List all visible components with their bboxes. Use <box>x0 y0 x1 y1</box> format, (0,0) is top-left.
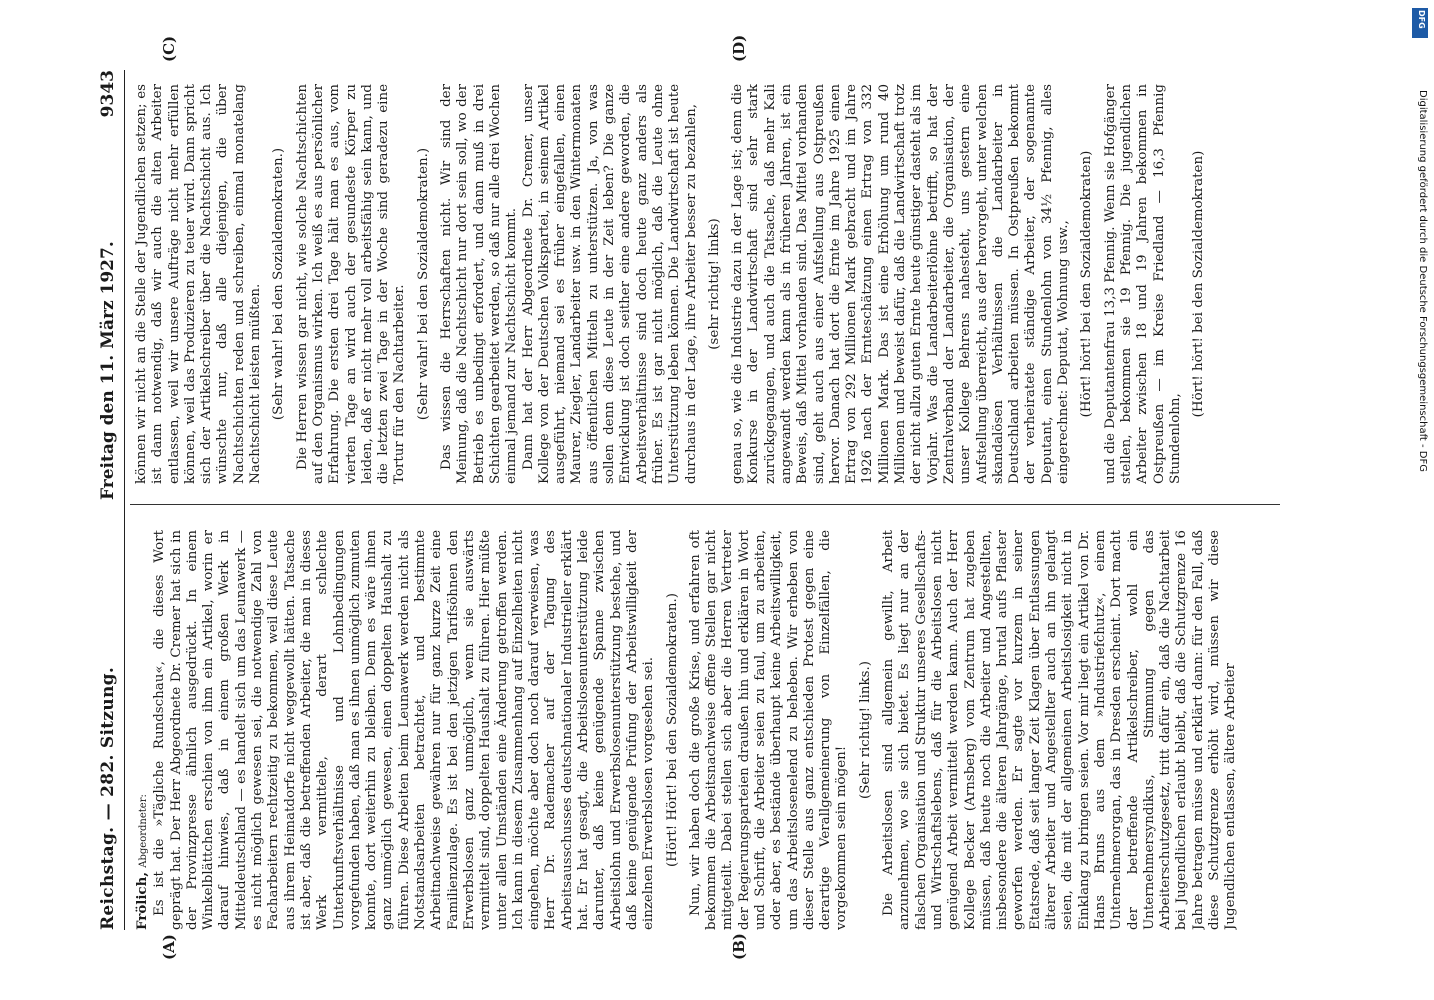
header-session: Reichstag. — 282. Sitzung. <box>98 666 118 930</box>
paragraph: genau so, wie die Industrie dazu in der Lage ist; denn die Konkurse in der Landwirtschaft sind sehr stark zurückgegangen, und auch die Tatsache, daß mehr Kali angewandt werden kann als in früheren Jahren, ist ein Beweis, daß Mittel vorhanden sind. Das Mittel vorhanden sind, geht auch aus einer Aufstellung aus Ostpreußen hervor. Danach hat dort die Ernte im Jahre 1925 einen Ertrag von 292 Millionen Mark gebracht und im Jahre 1926 nach der Ernteschätzung einen Ertrag von 332 Millionen Mark. Das ist eine Erhöhung um rund 40 Millionen und beweist dafür, daß die Landwirtschaft trotz der nicht allzu guten Ernte heute günstiger dasteht als im Vorjahr. Was die Landarbeiterlöhne betrifft, so hat der Zentralverband der Landarbeiter, die Organisation, der unser Kollege Behrens nahesteht, uns gestern eine Aufstellung überreicht, aus der hervorgeht, unter welchen skandalösen Verhältnissen die Landarbeiter in Deutschland arbeiten müssen. In Ostpreußen bekommt der verheiratete ständige Arbeiter, der sogenannte Deputant, einen Stundenlohn von 34½ Pfennig, alles eingerechnet: Deputat, Wohnung usw., <box>730 84 1072 484</box>
speaker-name: Frölich, <box>134 872 150 930</box>
speaker-role: Abgeordneter: <box>138 794 149 868</box>
margin-marker-c: (C) <box>160 35 178 62</box>
speaker-line <box>134 530 152 930</box>
paragraph: Dann hat der Herr Abgeordnete Dr. Cremer, unser Kollege von der Deutschen Volkspartei, in seinem Artikel ausgeführt, niemand sei es früher eingefallen, einen Maurer, Ziegler, Landarbeiter usw. in den Wintermonaten aus öffentlichen Mitteln zu unterstützen. Ja, von was sollen denn diese Leute in der Zeit leben? Die ganze Entwicklung ist doch seither eine andere geworden, die Arbeitsverhältnisse sind doch heute ganz anders als früher. Es ist gar nicht möglich, daß die Leute ohne Unterstützung leben können. Die Landwirtschaft ist heute durchaus in der Lage, ihre Arbeiter besser zu bezahlen, <box>520 84 699 484</box>
paragraph: können wir nicht an die Stelle der Jugendlichen setzen; es ist dann notwendig, daß wir auch die alten Arbeiter entlassen, weil wir unsere Aufträge nicht mehr erfüllen können, weil das Produzieren zu teuer wird. Dann spricht sich der Artikelschreiber über die Nachtschicht aus. Ich wünschte nur, daß alle diejenigen, die über Nachtschichten reden und schreiben, einmal monatelang Nachtschicht leisten müßten. <box>134 84 264 484</box>
digitization-note <box>1414 90 1428 910</box>
paragraph: Die Arbeitslosen sind allgemein gewillt, Arbeit anzunehmen, wo sie sich bietet. Es liegt nur an der falschen Organisation und Struktur unseres Gesellschafts- und Wirtschaftslebens, daß für die Arbeitslosen nicht genügend Arbeit vermittelt werden kann. Auch der Herr Kollege Becker (Arnsberg) vom Zentrum hat zugeben müssen, daß heute noch die Arbeiter und Angestellten, insbesondere die älteren Jahrgänge, brutal aufs Pflaster geworfen werden. Er sagte vor kurzem in seiner Etatsrede, daß seit langer Zeit Klagen über Entlassungen älterer Arbeiter und Angestellter auch an ihn gelangt seien, die mit der allgemeinen Arbeitslosigkeit nicht in Einklang zu bringen seien. Vor mir liegt ein Artikel von Dr. Hans Bruns aus dem »Industriefchutz«, einem Unternehmerorgan, das in Dresden erscheint. Dort macht der betreffende Artikelschreiber, wohl ein Unternehmersyndikus, Stimmung gegen das Arbeiterschutzgesetz, tritt dafür ein, daß die Nachtarbeit bei Jugendlichen erlaubt bleibt, daß die Schutzgrenze 16 Jahre betragen müsse und erklärt dann: für den Fall, daß diese Schutzgrenze erhöht wird, müssen wir diese Jugendlichen entlassen, ältere Arbeiter <box>881 530 1239 930</box>
margin-marker-d: (D) <box>730 34 748 62</box>
paragraph: Nun, wir haben doch die große Krise, und erfahren oft bekommen die Arbeitsnachweise offene Stellen gar nicht mitgeteilt. Dabei stellen sich aber die Herren Vertreter der Regierungsparteien draußen hin und erklären in Wort und Schrift, die Arbeiter seien zu faul, um zu arbeiten, oder aber, es bestände überhaupt keine Arbeitswilligkeit, um das Arbeitslosenelend zu beheben. Wir erheben von dieser Stelle aus ganz entschieden Protest gegen eine derartige Verallgemeinerung von Einzelfällen, die vorgekommen sein mögen! <box>687 530 850 930</box>
interjection: (Sehr richtig! links.) <box>857 661 873 799</box>
interjection: (Hört! hört! bei den Sozialdemokraten) <box>1079 150 1095 418</box>
digitization-note-text: Digitalisierung gefördert durch die Deutsche Forschungsgemeinschaft - DFG <box>1417 90 1428 473</box>
dfg-logo: DFG <box>1412 8 1428 38</box>
margin-marker-b: (B) <box>730 933 748 960</box>
interjection: (Hört! hört! bei den Sozialdemokraten) <box>1191 150 1207 418</box>
left-column <box>134 530 1274 930</box>
interjection: (sehr richtig! links) <box>706 218 722 350</box>
column-divider <box>130 504 1280 505</box>
header-date: Freitag den 11. März 1927. <box>98 241 118 500</box>
interjection: (Sehr wahr! bei den Sozialdemokraten.) <box>415 147 431 421</box>
paragraph: und die Deputantenfrau 13,3 Pfennig. Wenn sie Hofgänger stellen, bekommen sie 19 Pfennig. Die jugendlichen Arbeiter zwischen 18 und 19 Jahren bekommen in Ostpreußen — im Kreise Friedland — 16,3 Pfennig Stundenlohn, <box>1102 84 1183 484</box>
interjection: (Sehr wahr! bei den Sozialdemokraten.) <box>271 147 287 421</box>
right-column <box>134 84 1274 484</box>
paragraph: Die Herren wissen gar nicht, wie solche Nachtschichten auf den Organismus wirken. Ich weiß es aus persönlicher Erfahrung. Die ersten drei Tage hält man es aus, vom vierten Tage an wird auch der gesundeste Körper zu leiden, daß er nicht mehr voll arbeitsfähig sein kann, und die letzten zwei Tage in der Woche sind geradezu eine Tortur für den Nachtarbeiter. <box>294 84 408 484</box>
paragraph: Es ist die »Tägliche Rundschau«, die dieses Wort geprägt hat. Der Herr Abgeordnete Dr. Cremer hat sich in der Provinzpresse ähnlich ausgedrückt. In einem Winkelblättchen erschien von ihm ein Artikel, worin er darauf hinwies, daß in einem großen Werk in Mitteldeutschland — es handelt sich um das Leunawerk — es nicht möglich gewesen sei, die notwendige Zahl von Facharbeitern rechtzeitig zu bekommen, weil diese Leute aus ihrem Heimatdorfe nicht weggewollt hätten. Tatsache ist aber, daß die betreffenden Arbeiter, die man in dieses Werk vermittelte, derart schlechte Unterkunftsverhältnisse und Lohnbedingungen vorgefunden haben, daß man es ihnen unmöglich zumuten konnte, dort weiterhin zu bleiben. Denn es wäre ihnen ganz unmöglich gewesen, einen doppelten Haushalt zu führen. Diese Arbeiten beim Leunawerk werden nicht als Notstandsarbeiten betrachtet, und bestimmte Arbeitnachweise gewähren nur für ganz kurze Zeit eine Familienzulage. Es ist bei den jetzigen Tarifsöhnen den Erwerbslosen ganz unmöglich, wenn sie auswärts vermittelt sind, doppelten Haushalt zu führen. Hier müßte unter allen Umständen eine Änderung getroffen werden. Ich kann in diesem Zusammenhang auf Einzelheiten nicht eingehen, möchte aber doch noch darauf verweisen, was Herr Dr. Rademacher auf der Tagung des Arbeitsausschusses deutschnationaler Industrieller erklärt hat. Er hat gesagt, die Arbeitslosenunterstützung leide darunter, daß keine genügende Spanne zwischen Arbeitslohn und Erwerbslosenunterstützung bestehe, und daß keine genügende Prüfung der Arbeitswilligkeit der einzelnen Erwerbslosen vorgesehen sei. <box>152 530 657 930</box>
margin-marker-a: (A) <box>160 934 178 960</box>
page-header <box>90 70 125 930</box>
paragraph: Das wissen die Herrschaften nicht. Wir sind der Meinung, daß die Nachtschicht nur dort sein soll, wo der Betrieb es unbedingt erfordert, und dann muß in drei Schichten gearbeitet werden, so daß nur alle drei Wochen einmal jemand zur Nachtschicht kommt. <box>439 84 520 484</box>
document-page <box>90 34 1290 960</box>
interjection: (Hört! Hört! bei den Sozialdemokraten.) <box>664 593 680 867</box>
page-number: 9343 <box>98 70 118 118</box>
